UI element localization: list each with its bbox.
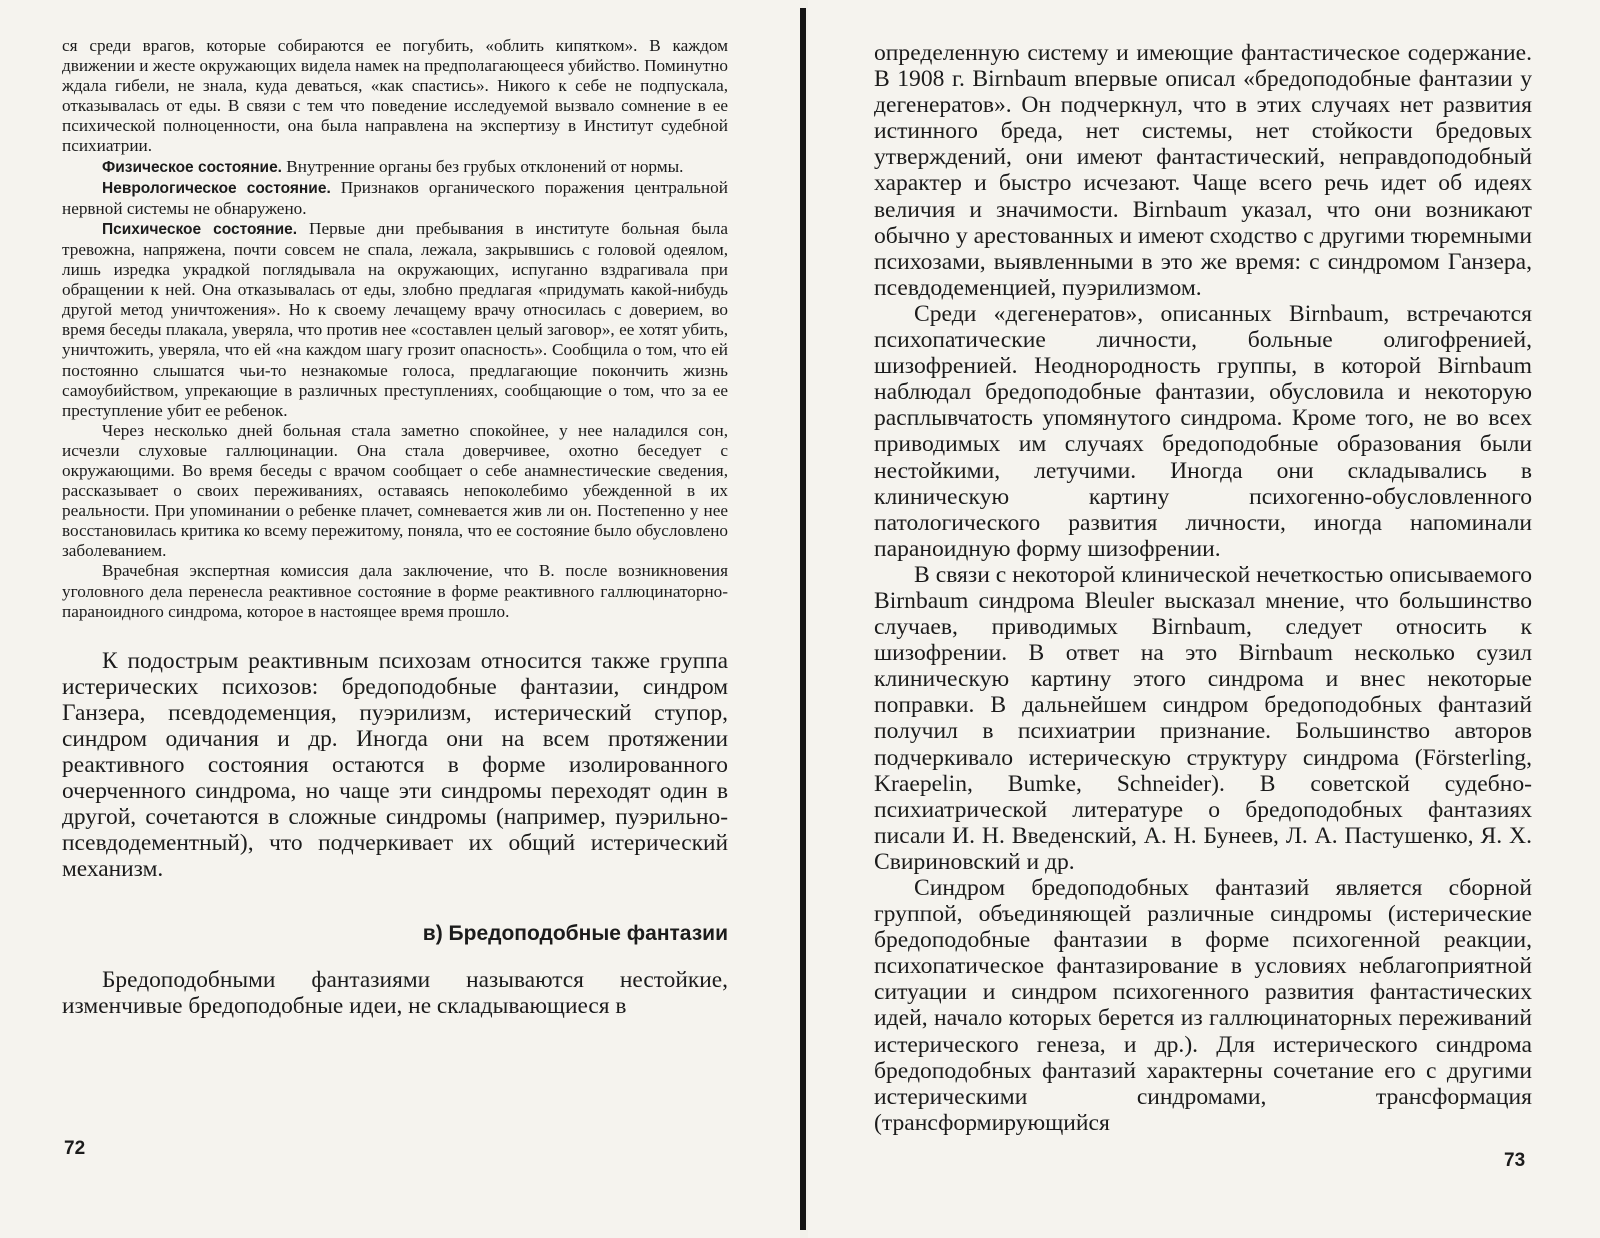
page-number: 72 xyxy=(64,1138,86,1159)
case-paragraph xyxy=(62,219,728,421)
section-heading: в) Бредоподобные фантазии xyxy=(422,921,728,945)
body-paragraph: В связи с некоторой клинической нечеткостью описываемого Birnbaum синдрома Bleuler высказал мнение, что большинство случаев, приводимых Birnbaum, следует относить к шизофрении. В ответ на это Birnbaum несколько сузил клиническую картину этого синдрома и внес некоторые поправки. В дальнейшем синдром бредоподобных фантазий получил в психиатрии признание. Большинство авторов подчеркивало истерическую структуру синдрома (Försterling, Kraepelin, Bumke, Schneider). В советской судебно-психиатрической литературе о бредоподобных фантазиях писали И. Н. Введенский, А. Н. Бунеев, Л. А. Пастушенко, Я. Х. Свириновский и др. xyxy=(874,561,1532,875)
body-paragraph: Бредоподобными фантазиями называются нестойкие, изменчивые бредоподобные идеи, не складывающиеся в xyxy=(62,966,728,1019)
case-paragraph-label: Неврологическое состояние. xyxy=(102,179,331,197)
case-paragraph xyxy=(62,561,728,621)
case-paragraph-text: Первые дни пребывания в институте больная была тревожна, напряжена, почти совсем не спала, лежала, закрывшись с головой одеялом, лишь изредка украдкой поглядывала на окружающих, испуганно вздрагивала при обращении к ней. Она отказывалась от еды, злобно предлагая «придумать какой-нибудь другой метод уничтожения». Но к своему лечащему врачу относилась с доверием, во время беседы плакала, уверяла, что против нее «составлен целый заговор», ее хотят убить, уничтожить, уверяла, что ей «на каждом шагу грозит опасность». Сообщила о том, что ей постоянно слышатся чьи-то незнакомые голоса, предлагающие покончить жизнь самоубийством, упрекающие в различных преступлениях, сообщающие о том, что за ее преступление убит ее ребенок. xyxy=(62,218,728,420)
page-number: 73 xyxy=(1504,1150,1526,1171)
left-text-column xyxy=(62,36,728,1019)
body-paragraph: Среди «дегенератов», описанных Birnbaum, встречаются психопатические личности, больные олигофренией, шизофренией. Неоднородность группы, в которой Birnbaum наблюдал бредоподобные фантазии, обусловила и некоторую расплывчатость упомянутого синдрома. Кроме того, не во всех приводимых им случаях бредоподобные образования были нестойкими, летучими. Иногда они складывались в клиническую картину психогенно-обусловленного патологического развития личности, иногда напоминали параноидную форму шизофрении. xyxy=(874,300,1532,562)
case-report-block xyxy=(62,36,728,622)
subacute-block xyxy=(62,648,728,883)
case-paragraph xyxy=(62,36,728,157)
case-paragraph xyxy=(62,421,728,562)
book-spine xyxy=(800,8,806,1230)
right-text-column xyxy=(874,40,1532,1136)
case-paragraph-text: ся среди врагов, которые собираются ее погубить, «облить кипятком». В каждом движении и жесте окружающих видела намек на предполагающееся убийство. Поминутно ждала гибели, не знала, куда деваться, «как спастись». Никого к себе не подпускала, отказывалась от еды. В связи с тем что поведение исследуемой вызвало сомнение в ее психической полноценности, она была направлена на экспертизу в Институт судебной психиатрии. xyxy=(62,36,728,156)
body-paragraph: К подострым реактивным психозам относится также группа истерических психозов: бредоподобные фантазии, синдром Ганзера, псевдодеменция, пуэрилизм, истерический ступор, синдром одичания и др. Иногда они на всем протяжении реактивного состояния остаются в форме изолированного очерченного синдрома, но чаще эти синдромы переходят один в другой, сочетаются в сложные синдромы (например, пуэрильно-псевдодементный), что подчеркивает их общий истерический механизм. xyxy=(62,647,728,883)
body-paragraph: Синдром бредоподобных фантазий является сборной группой, объединяющей различные синдромы (истерические бредоподобные фантазии в форме психогенной реакции, психопатическое фантазирование в условиях неблагоприятной ситуации и синдром психогенного развития фантастических идей, начало которых берется из галлюцинаторных переживаний истерического генеза, и др.). Для истерического синдрома бредоподобных фантазий характерны сочетание его с другими истерическими синдромами, трансформация (трансформирующийся xyxy=(874,875,1532,1136)
case-paragraph-text: Признаков органического поражения центральной нервной системы не обнаружено. xyxy=(62,177,728,218)
case-paragraph-label: Психическое состояние. xyxy=(102,220,298,238)
case-paragraph-text: Через несколько дней больная стала заметно спокойнее, у нее наладился сон, исчезли слуховые галлюцинации. Она стала доверчивее, охотно беседует с окружающими. Во время беседы с врачом сообщает о себе анамнестические сведения, рассказывает о своих переживаниях, оставаясь непоколебимо убежденной в их реальности. При упоминании о ребенке плачет, сомневается жив ли он. Постепенно у нее восстановилась критика ко всему пережитому, поняла, что ее состояние было обусловлено заболеванием. xyxy=(62,420,728,561)
case-paragraph xyxy=(62,157,728,178)
body-paragraph: определенную систему и имеющие фантастическое содержание. В 1908 г. Birnbaum впервые описал «бредоподобные фантазии у дегенератов». Он подчеркнул, что в этих случаях нет развития истинного бреда, нет системы, нет стойкости бредовых утверждений, они имеют фантастический, неправдоподобный характер и быстро исчезают. Чаще всего речь идет об идеях величия и значимости. Birnbaum указал, что они возникают обычно у арестованных и имеют сходство с другими тюремными психозами, выявленными в это же время: с синдромом Ганзера, псевдодеменцией, пуэрилизмом. xyxy=(874,40,1532,301)
case-paragraph-text: Врачебная экспертная комиссия дала заключение, что В. после возникновения уголовного дела перенесла реактивное состояние в форме реактивного галлюцинаторно-параноидного синдрома, которое в настоящее время прошло. xyxy=(62,561,728,621)
case-paragraph-text: Внутренние органы без грубых отклонений от нормы. xyxy=(282,156,684,176)
definition-block xyxy=(62,967,728,1019)
case-paragraph xyxy=(62,178,728,219)
case-paragraph-label: Физическое состояние. xyxy=(102,158,282,176)
